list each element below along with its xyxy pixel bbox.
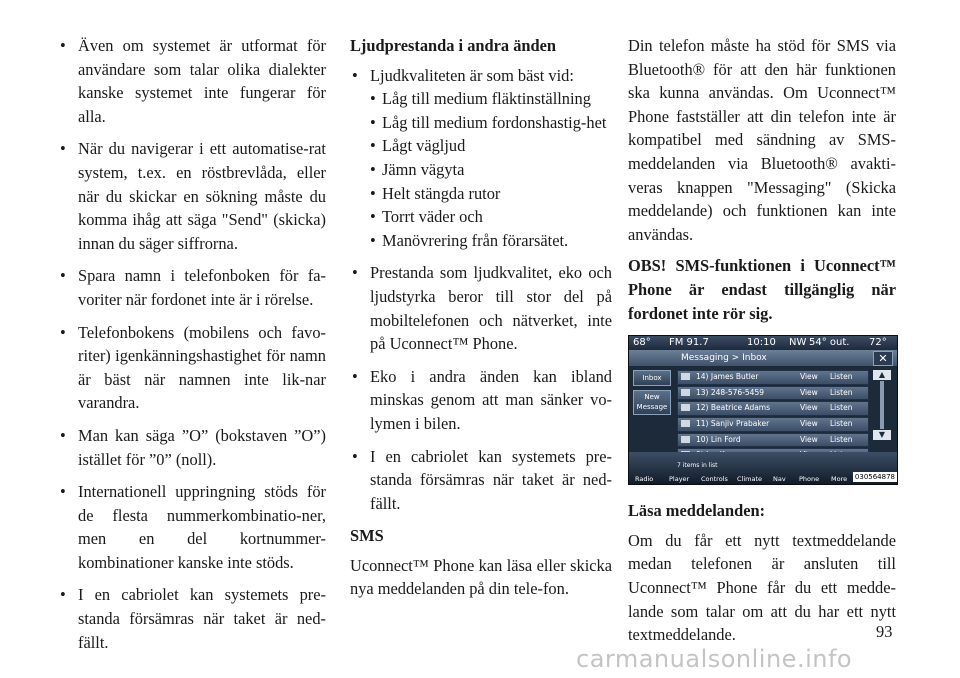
items-count: 7 items in list <box>677 462 718 470</box>
envelope-icon <box>681 436 690 443</box>
station: FM 91.7 <box>669 337 709 349</box>
envelope-icon <box>681 404 690 411</box>
messaging-screenshot <box>628 335 898 485</box>
table-row[interactable] <box>677 417 869 432</box>
view-button[interactable]: View <box>800 372 818 382</box>
radio-button[interactable]: Radio <box>635 475 654 484</box>
more-button[interactable]: More <box>831 475 848 484</box>
bottom-menu-items <box>629 468 849 482</box>
list-item: • Man kan säga ”O” (bokstaven ”O”) istället för ”0” (noll). <box>58 424 326 471</box>
read-messages-heading: Läsa meddelanden: <box>628 501 766 521</box>
table-row[interactable] <box>677 386 869 401</box>
view-button[interactable]: View <box>800 403 818 413</box>
listen-button[interactable]: Listen <box>830 418 853 428</box>
side-menu <box>633 370 671 444</box>
sub-list-item: • Jämn vägyta <box>370 158 612 182</box>
scrollbar[interactable] <box>873 370 891 440</box>
watermark: carmanualsonline.info <box>576 645 853 673</box>
bottom-menu <box>629 452 897 484</box>
list-item <box>350 64 612 253</box>
page-number: 93 <box>876 622 893 641</box>
sub-list-item: • Helt stängda rutor <box>370 182 612 206</box>
nav-button[interactable]: Nav <box>773 475 786 484</box>
sender: 12) Beatrice Adams <box>696 403 771 413</box>
listen-button[interactable]: Listen <box>830 403 853 413</box>
scroll-down-icon[interactable]: ▼ <box>873 430 891 440</box>
note-paragraph: OBS! SMS-funktionen i Uconnect™ Phone är endast tillgänglig när fordonet inte rör sig. <box>628 256 896 323</box>
table-row[interactable] <box>677 433 869 448</box>
screen-title: Messaging > Inbox <box>681 353 767 364</box>
envelope-icon <box>681 389 690 396</box>
audio-list <box>350 64 612 516</box>
table-row[interactable] <box>677 401 869 416</box>
table-row[interactable] <box>677 370 869 385</box>
inbox-button[interactable]: Inbox <box>633 370 671 386</box>
view-button[interactable]: View <box>800 434 818 444</box>
read-messages-paragraph: Om du får ett nytt textmeddelande medan telefonen är ansluten till Uconnect™ Phone får du ett medde-lande som talar om att du har ett nytt textmeddelande. <box>628 530 896 645</box>
tips-list <box>58 34 326 654</box>
column-middle <box>350 34 612 609</box>
sub-list-item: • Manövrering från förarsätet. <box>370 229 612 253</box>
list-item: • Telefonbokens (mobilens och favo-riter) igenkänningshastighet för namn är bäst när namnen inte lik-nar varandra. <box>58 321 326 415</box>
section-heading: Ljudprestanda i andra änden <box>350 36 557 55</box>
list-item: • Internationell uppringning stöds för de flesta nummerkombinatio-ner, men en del kortnummer-kombinationer kanske inte stöds. <box>58 480 326 574</box>
list-item: • I en cabriolet kan systemets pre-standa försämras när taket är ned-fällt. <box>350 445 612 516</box>
sub-list-item: • Låg till medium fordonshastig-het <box>370 111 612 135</box>
sms-heading: SMS <box>350 526 384 546</box>
sub-list <box>370 87 612 252</box>
sub-list-item: • Lågt vägljud <box>370 134 612 158</box>
list-item: • Spara namn i telefonboken för fa-voriter när fordonet inte är i rörelse. <box>58 264 326 311</box>
message-list <box>677 370 869 464</box>
list-item: • Prestanda som ljudkvalitet, eko och ljudstyrka beror till stor del på mobiltelefonen och nätverket, inte på Uconnect™ Phone. <box>350 261 612 355</box>
sms-paragraph: Uconnect™ Phone kan läsa eller skicka nya meddelanden på din tele-fon. <box>350 555 612 599</box>
scroll-up-icon[interactable]: ▲ <box>873 370 891 380</box>
close-icon[interactable]: ✕ <box>873 351 893 366</box>
list-item: • När du navigerar i ett automatise-rat system, t.ex. en röstbrevlåda, eller när du skickar en sökning måste du komma ihåg att säga "Send" (skicka) innan du säger siffrorna. <box>58 137 326 255</box>
controls-button[interactable]: Controls <box>701 475 728 484</box>
phone-button[interactable]: Phone <box>799 475 820 484</box>
envelope-icon <box>681 373 690 380</box>
list-item: • I en cabriolet kan systemets pre-standa försämras när taket är ned-fällt. <box>58 583 326 654</box>
column-right <box>628 34 896 655</box>
sender: 11) Sanjiv Prabaker <box>696 418 770 428</box>
compatibility-paragraph: Din telefon måste ha stöd för SMS via Bluetooth® för att den här funktionen ska kunna användas. Om Uconnect™ Phone fastställer att din telefon inte är kompatibel med sändning av SMS-meddelanden via Bluetooth® avakti-veras knappen "Messaging" (Skicka meddelande) och funktionen kan inte användas. <box>628 36 896 244</box>
scroll-track[interactable] <box>880 381 884 429</box>
column-left <box>58 34 326 663</box>
climate-button[interactable]: Climate <box>737 475 763 484</box>
status-bar <box>629 336 897 350</box>
sender: 14) James Butler <box>696 372 759 382</box>
player-button[interactable]: Player <box>669 475 690 484</box>
envelope-icon <box>681 420 690 427</box>
sender: 13) 248-576-5459 <box>696 387 764 397</box>
temp-left: 68° <box>633 337 651 349</box>
figure-code: 030564878 <box>854 473 895 482</box>
sender: 10) Lin Ford <box>696 434 741 444</box>
list-item-intro: Ljudkvaliteten är som bäst vid: <box>370 65 574 85</box>
listen-button[interactable]: Listen <box>830 434 853 444</box>
listen-button[interactable]: Listen <box>830 372 853 382</box>
view-button[interactable]: View <box>800 387 818 397</box>
list-item: • Även om systemet är utformat för användare som talar olika dialekter kanske systemet inte fungerar för alla. <box>58 34 326 128</box>
screen-title-bar <box>629 350 897 366</box>
sub-list-item: • Låg till medium fläktinställning <box>370 87 612 111</box>
temp-right: 72° <box>869 337 887 349</box>
compass: NW <box>789 337 807 349</box>
listen-button[interactable]: Listen <box>830 387 853 397</box>
clock: 10:10 <box>747 337 776 349</box>
new-message-button[interactable]: New Message <box>633 390 671 415</box>
sub-list-item: • Torrt väder och <box>370 205 612 229</box>
list-item: • Eko i andra änden kan ibland minskas genom att man sänker vo-lymen i bilen. <box>350 365 612 436</box>
view-button[interactable]: View <box>800 418 818 428</box>
outside-temp: 54° out. <box>809 337 850 349</box>
